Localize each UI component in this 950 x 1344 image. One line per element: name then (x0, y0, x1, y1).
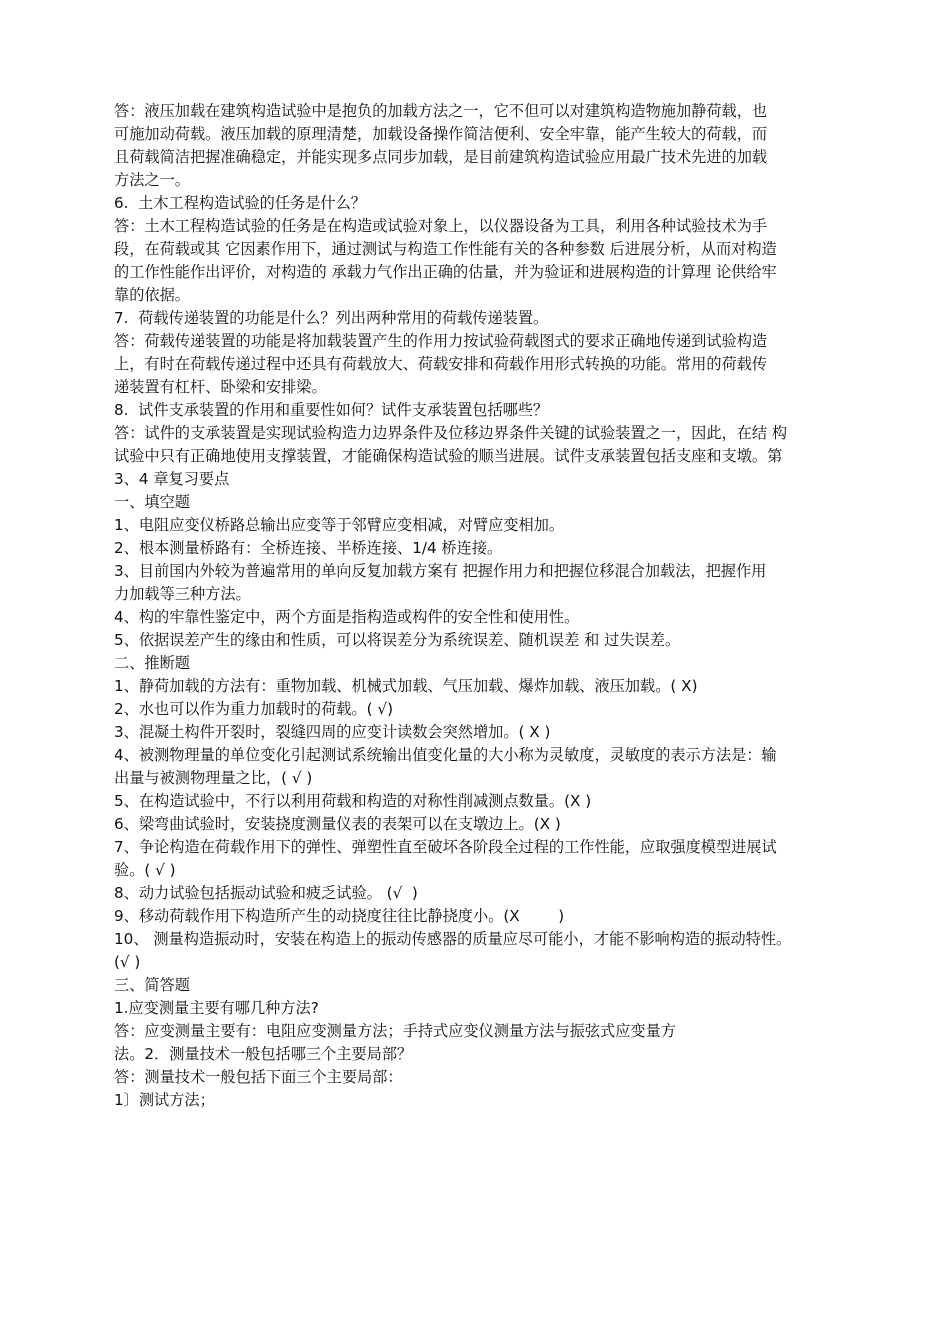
text-line: 力加载等三种方法。 (114, 585, 251, 603)
text-line: 答：测量技术一般包括下面三个主要局部： (114, 1068, 403, 1086)
text-line: 5、在构造试验中，不行以利用荷载和构造的对称性削减测点数量。(X ) (114, 792, 592, 810)
text-line: 上，有时在荷载传递过程中还具有荷载放大、荷载安排和荷载作用形式转换的功能。常用的荷载传 (114, 355, 768, 373)
text-line: 3、4 章复习要点 (114, 470, 230, 488)
text-line: 2、根本测量桥路有：全桥连接、半桥连接、1/4 桥连接。 (114, 539, 503, 557)
text-line: 且荷载简洁把握准确稳定，并能实现多点同步加载，是目前建筑构造试验应用最广技术先进的加载 (114, 148, 768, 166)
text-line: 1〕测试方法； (114, 1091, 215, 1109)
text-line: 可施加动荷载。液压加载的原理清楚，加载设备操作简洁便利、安全牢靠，能产生较大的荷载，而 (114, 125, 768, 143)
text-line: 答：土木工程构造试验的任务是在构造或试验对象上，以仪器设备为工具，利用各种试验技术为手 (114, 217, 768, 235)
text-line: 6. 土木工程构造试验的任务是什么？ (114, 194, 366, 212)
text-line: 1、静荷加载的方法有：重物加载、机械式加载、气压加载、爆炸加载、液压加载。( X) (114, 677, 698, 695)
text-line: 试验中只有正确地使用支撑装置，才能确保构造试验的顺当进展。试件支承装置包括支座和支墩。第 (114, 447, 783, 465)
text-line: 8. 试件支承装置的作用和重要性如何？试件支承装置包括哪些？ (114, 401, 549, 419)
text-line: 1.应变测量主要有哪几种方法? (114, 999, 319, 1017)
text-line: 答：应变测量主要有：电阻应变测量方法；手持式应变仪测量方法与振弦式应变量方 (114, 1022, 676, 1040)
document-page (114, 100, 844, 1112)
text-line: (√ ) (114, 953, 141, 971)
text-line: 5、依据误差产生的缘由和性质，可以将误差分为系统误差、随机误差 和 过失误差。 (114, 631, 681, 649)
text-line: 出量与被测物理量之比，( √ ) (114, 769, 313, 787)
text-line: 答：液压加载在建筑构造试验中是抱负的加载方法之一，它不但可以对建筑构造物施加静荷载，也 (114, 102, 768, 120)
text-line: 一、填空题 (114, 493, 190, 511)
text-line: 3、混凝土构件开裂时，裂缝四周的应变计读数会突然增加。( X ) (114, 723, 551, 741)
text-line: 8、动力试验包括振动试验和疲乏试验。 (√ ) (114, 884, 418, 902)
text-line: 验。( √ ) (114, 861, 176, 879)
text-line: 法。2．测量技术一般包括哪三个主要局部？ (114, 1045, 413, 1063)
text-line: 三、简答题 (114, 976, 190, 994)
text-line: 6、梁弯曲试验时，安装挠度测量仪表的表架可以在支墩边上。(X ) (114, 815, 561, 833)
text-line: 9、移动荷载作用下构造所产生的动挠度往往比静挠度小。(X ) (114, 907, 565, 925)
text-line: 7、争论构造在荷载作用下的弹性、弹塑性直至破坏各阶段全过程的工作性能，应取强度模型进展试 (114, 838, 777, 856)
text-line: 7. 荷载传递装置的功能是什么？列出两种常用的荷载传递装置。 (114, 309, 549, 327)
text-line: 答：试件的支承装置是实现试验构造力边界条件及位移边界条件关键的试验装置之一，因此，在结 构 (114, 424, 788, 442)
text-line: 1、电阻应变仪桥路总输出应变等于邻臂应变相减，对臂应变相加。 (114, 516, 565, 534)
text-line: 3、目前国内外较为普遍常用的单向反复加载方案有 把握作用力和把握位移混合加载法，把握作用 (114, 562, 767, 580)
text-line: 4、构的牢靠性鉴定中，两个方面是指构造或构件的安全性和使用性。 (114, 608, 580, 626)
text-line: 2、水也可以作为重力加载时的荷载。( √) (114, 700, 394, 718)
text-line: 答：荷载传递装置的功能是将加载装置产生的作用力按试验荷载图式的要求正确地传递到试验构造 (114, 332, 768, 350)
text-line: 10、 测量构造振动时，安装在构造上的振动传感器的质量应尽可能小，才能不影响构造的振动特性。 (114, 930, 792, 948)
text-line: 的工作性能作出评价，对构造的 承载力气作出正确的估量，并为验证和进展构造的计算理 论供给牢 (114, 263, 777, 281)
text-line: 靠的依据。 (114, 286, 190, 304)
text-line: 递装置有杠杆、卧梁和安排梁。 (114, 378, 327, 396)
text-line: 4、被测物理量的单位变化引起测试系统输出值变化量的大小称为灵敏度，灵敏度的表示方法是：输 (114, 746, 777, 764)
text-line: 二、推断题 (114, 654, 190, 672)
text-line: 段，在荷载或其 它因素作用下，通过测试与构造工作性能有关的各种参数 后进展分析，从而对构造 (114, 240, 777, 258)
text-line: 方法之一。 (114, 171, 190, 189)
